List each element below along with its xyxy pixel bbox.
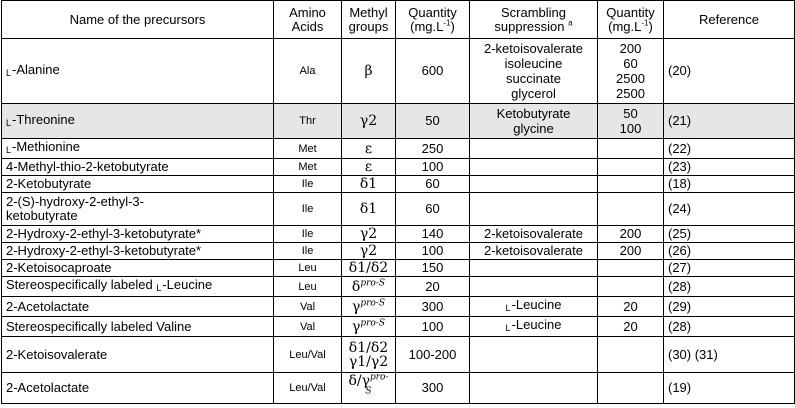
reference: (28) bbox=[664, 277, 795, 297]
table-row bbox=[2, 317, 795, 337]
header-scrambling-suppression: Scrambling suppression $^a$ bbox=[470, 1, 598, 39]
precursor-name: L-Threonine bbox=[2, 104, 274, 139]
scrambling-suppression bbox=[470, 277, 598, 297]
methyl-group: β bbox=[342, 39, 396, 104]
precursor-name: Stereospecifically labeled L-Leucine bbox=[2, 277, 274, 297]
reference: (22) bbox=[664, 139, 795, 159]
reference: (21) bbox=[664, 104, 795, 139]
quantity-2 bbox=[598, 159, 664, 176]
methyl-group: ε bbox=[342, 159, 396, 176]
scrambling-suppression: 2-ketoisovalerate bbox=[470, 243, 598, 260]
methyl-group: $\delta^{pro-S}$ bbox=[342, 277, 396, 297]
scrambling-suppression: 2-ketoisovalerate isoleucine succinate glycerol bbox=[470, 39, 598, 104]
amino-acid: Ile bbox=[274, 226, 342, 243]
reference: (25) bbox=[664, 226, 795, 243]
methyl-group: $\delta/\gamma^{pro-S}$ bbox=[342, 373, 396, 404]
quantity: 60 bbox=[396, 193, 470, 226]
amino-acid: Leu bbox=[274, 277, 342, 297]
table-row bbox=[2, 243, 795, 260]
scrambling-suppression: L-Leucine bbox=[470, 297, 598, 317]
header-row bbox=[2, 1, 795, 39]
table-row bbox=[2, 260, 795, 277]
quantity-2: 200 60 2500 2500 bbox=[598, 39, 664, 104]
quantity: 100 bbox=[396, 159, 470, 176]
table-row bbox=[2, 193, 795, 226]
precursor-name: 2-Ketobutyrate bbox=[2, 176, 274, 193]
precursor-name: 2-Hydroxy-2-ethyl-3-ketobutyrate* bbox=[2, 243, 274, 260]
scrambling-suppression bbox=[470, 260, 598, 277]
amino-acid: Ile bbox=[274, 193, 342, 226]
header-amino-acids: Amino Acids bbox=[274, 1, 342, 39]
table-row bbox=[2, 297, 795, 317]
reference: (26) bbox=[664, 243, 795, 260]
quantity: 20 bbox=[396, 277, 470, 297]
amino-acid: Ile bbox=[274, 176, 342, 193]
quantity: 250 bbox=[396, 139, 470, 159]
header-reference: Reference bbox=[664, 1, 795, 39]
scrambling-suppression bbox=[470, 139, 598, 159]
precursor-name: L-Methionine bbox=[2, 139, 274, 159]
quantity: 50 bbox=[396, 104, 470, 139]
amino-acid: Val bbox=[274, 317, 342, 337]
quantity-2: 50 100 bbox=[598, 104, 664, 139]
table-row bbox=[2, 373, 795, 404]
amino-acid: Leu bbox=[274, 260, 342, 277]
scrambling-suppression: Ketobutyrate glycine bbox=[470, 104, 598, 139]
quantity-2 bbox=[598, 260, 664, 277]
methyl-group: γ2 bbox=[342, 226, 396, 243]
header-name: Name of the precursors bbox=[2, 1, 274, 39]
amino-acid: Ile bbox=[274, 243, 342, 260]
quantity-2: 20 bbox=[598, 297, 664, 317]
reference: (27) bbox=[664, 260, 795, 277]
scrambling-suppression: 2-ketoisovalerate bbox=[470, 226, 598, 243]
quantity-2 bbox=[598, 277, 664, 297]
reference: (23) bbox=[664, 159, 795, 176]
precursor-name: 2-Acetolactate bbox=[2, 373, 274, 404]
precursor-name: Stereospecifically labeled Valine bbox=[2, 317, 274, 337]
amino-acid: Thr bbox=[274, 104, 342, 139]
methyl-group: δ1/δ2 bbox=[342, 260, 396, 277]
quantity-2 bbox=[598, 176, 664, 193]
reference: (29) bbox=[664, 297, 795, 317]
methyl-group: δ1 bbox=[342, 176, 396, 193]
methyl-group: δ1/δ2 γ1/γ2 bbox=[342, 337, 396, 373]
quantity-2 bbox=[598, 373, 664, 404]
quantity: 100 bbox=[396, 243, 470, 260]
amino-acid: Leu/Val bbox=[274, 337, 342, 373]
header-methyl-groups: Methyl groups bbox=[342, 1, 396, 39]
quantity: 60 bbox=[396, 176, 470, 193]
quantity-2 bbox=[598, 337, 664, 373]
quantity: 140 bbox=[396, 226, 470, 243]
reference: (19) bbox=[664, 373, 795, 404]
table-row bbox=[2, 104, 795, 139]
reference: (18) bbox=[664, 176, 795, 193]
precursor-name: 2-(S)-hydroxy-2-ethyl-3- ketobutyrate bbox=[2, 193, 274, 226]
methyl-group: ε bbox=[342, 139, 396, 159]
table-row bbox=[2, 226, 795, 243]
quantity: 300 bbox=[396, 373, 470, 404]
header-quantity: Quantity $(mg.L^{-1})$ bbox=[396, 1, 470, 39]
reference: (20) bbox=[664, 39, 795, 104]
amino-acid: Met bbox=[274, 139, 342, 159]
table-row bbox=[2, 277, 795, 297]
reference: (24) bbox=[664, 193, 795, 226]
quantity-2: 200 bbox=[598, 243, 664, 260]
quantity-2 bbox=[598, 193, 664, 226]
precursor-name: 2-Ketoisovalerate bbox=[2, 337, 274, 373]
table-row bbox=[2, 39, 795, 104]
reference: (28) bbox=[664, 317, 795, 337]
precursor-name: 2-Ketoisocaproate bbox=[2, 260, 274, 277]
header-quantity-2: Quantity $(mg.L^{-1})$ bbox=[598, 1, 664, 39]
quantity-2: 200 bbox=[598, 226, 664, 243]
table-row bbox=[2, 176, 795, 193]
scrambling-suppression bbox=[470, 373, 598, 404]
amino-acid: Leu/Val bbox=[274, 373, 342, 404]
scrambling-suppression bbox=[470, 159, 598, 176]
table-row bbox=[2, 337, 795, 373]
amino-acid: Met bbox=[274, 159, 342, 176]
quantity: 100-200 bbox=[396, 337, 470, 373]
precursor-name: L-Alanine bbox=[2, 39, 274, 104]
quantity: 300 bbox=[396, 297, 470, 317]
methyl-group: $\gamma^{pro-S}$ bbox=[342, 317, 396, 337]
scrambling-suppression: L-Leucine bbox=[470, 317, 598, 337]
precursor-name: 2-Hydroxy-2-ethyl-3-ketobutyrate* bbox=[2, 226, 274, 243]
table-row bbox=[2, 159, 795, 176]
scrambling-suppression bbox=[470, 193, 598, 226]
table-row bbox=[2, 139, 795, 159]
methyl-group: γ2 bbox=[342, 243, 396, 260]
precursor-name: 4-Methyl-thio-2-ketobutyrate bbox=[2, 159, 274, 176]
precursor-name: 2-Acetolactate bbox=[2, 297, 274, 317]
methyl-group: $\gamma^{pro-S}$ bbox=[342, 297, 396, 317]
methyl-group: γ2 bbox=[342, 104, 396, 139]
amino-acid: Val bbox=[274, 297, 342, 317]
scrambling-suppression bbox=[470, 337, 598, 373]
reference: (30) (31) bbox=[664, 337, 795, 373]
scrambling-suppression bbox=[470, 176, 598, 193]
quantity: 600 bbox=[396, 39, 470, 104]
amino-acid: Ala bbox=[274, 39, 342, 104]
quantity: 150 bbox=[396, 260, 470, 277]
quantity: 100 bbox=[396, 317, 470, 337]
precursor-table bbox=[1, 0, 795, 404]
quantity-2 bbox=[598, 139, 664, 159]
methyl-group: δ1 bbox=[342, 193, 396, 226]
quantity-2: 20 bbox=[598, 317, 664, 337]
